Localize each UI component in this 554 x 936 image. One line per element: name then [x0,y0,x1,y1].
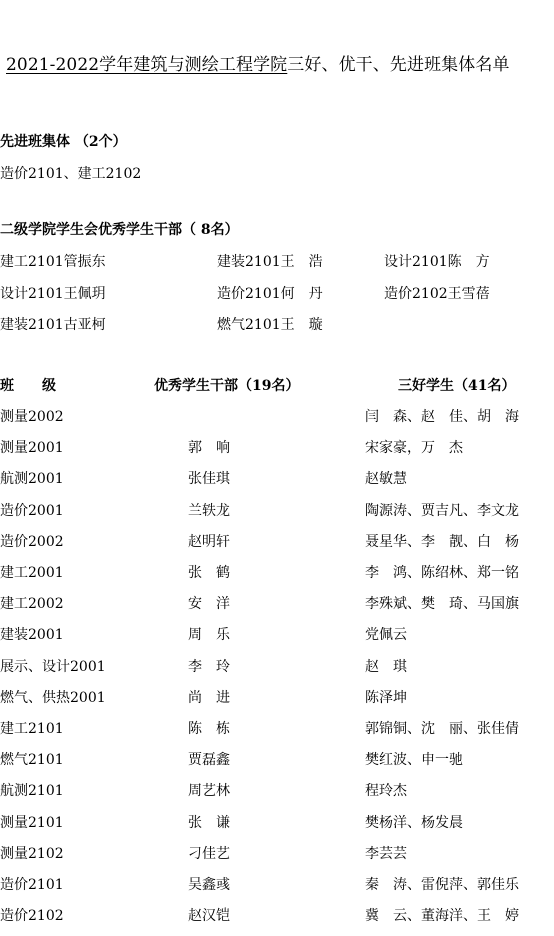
students-cell: 赵 琪 [365,658,407,675]
class-cell: 展示、设计2001 [0,658,106,675]
students-cell: 李芸芸 [365,845,407,862]
table-row [0,812,554,843]
union-cadre: 造价2102王雪蓓 [384,286,490,302]
students-cell: 陶源涛、贾吉凡、李文龙 [365,502,519,519]
students-cell: 程玲杰 [365,783,407,800]
column-header-cadres: 优秀学生干部（19名） [154,378,300,394]
title-rest: 三好、优干、先进班集体名单 [287,55,510,75]
students-cell: 樊杨洋、杨发晨 [365,814,463,831]
class-cell: 燃气、供热2001 [0,689,106,706]
cadre-cell: 张 鹤 [188,565,230,581]
union-cadre: 建装2101古亚柯 [0,317,106,333]
students-cell: 樊红波、申一驰 [365,752,463,769]
class-cell: 测量2001 [0,440,64,457]
table-row [0,624,554,655]
cadre-cell: 张 谦 [188,814,230,831]
table-row [0,656,554,687]
union-cadre: 建工2101管振东 [0,254,106,270]
cadre-cell: 周艺林 [188,783,230,800]
class-cell: 造价2102 [0,908,64,925]
students-cell: 陈泽坤 [365,689,407,706]
class-cell: 建工2101 [0,721,64,737]
students-cell: 冀 云、董海洋、王 婷 [365,908,519,925]
table-row [0,687,554,718]
union-cadre: 造价2101何 丹 [217,286,323,302]
section-heading-advanced-class: 先进班集体 （2个） [0,134,127,150]
table-row [0,874,554,905]
students-cell: 闫 森、赵 佳、胡 海 [365,409,519,425]
cadre-cell: 兰轶龙 [188,502,230,519]
table-row [0,500,554,531]
students-cell: 聂星华、李 靓、白 杨 [365,533,519,550]
class-cell: 测量2101 [0,814,64,831]
cadre-cell: 刁佳艺 [188,845,230,862]
students-cell: 赵敏慧 [365,471,407,488]
class-cell: 建装2001 [0,627,64,644]
advanced-class-list: 造价2101、建工2102 [0,166,142,182]
cadre-cell: 尚 进 [188,689,230,706]
table-row [0,406,554,437]
cadre-cell: 吴鑫彧 [188,877,230,893]
table-row [0,780,554,811]
class-cell: 航测2001 [0,471,64,488]
table-row [0,749,554,780]
cadre-cell: 李 玲 [188,658,230,675]
table-row [0,562,554,593]
section-heading-union-cadres: 二级学院学生会优秀学生干部（ 8名） [0,222,239,238]
page-title [6,50,554,75]
title-underlined-part: 2021-2022学年建筑与测绘工程学院 [6,55,288,75]
table-row [0,531,554,562]
class-cell: 建工2001 [0,565,64,581]
class-cell: 测量2002 [0,409,64,425]
cadre-cell: 赵汉铠 [188,908,230,925]
cadre-cell: 贾磊鑫 [188,752,230,769]
students-cell: 秦 涛、雷倪萍、郭佳乐 [365,877,519,893]
class-cell: 造价2001 [0,502,64,519]
union-cadre: 建装2101王 浩 [217,254,323,270]
union-cadre: 设计2101王佩玥 [0,286,106,302]
class-cell: 造价2101 [0,877,64,893]
cadre-cell: 赵明轩 [188,533,230,550]
table-row [0,437,554,468]
students-cell: 郭锦铜、沈 丽、张佳倩 [365,721,519,737]
cadre-cell: 张佳琪 [188,471,230,488]
students-cell: 宋家豪，万 杰 [365,440,463,457]
table-row [0,718,554,749]
cadre-cell: 安 洋 [188,596,230,613]
cadre-cell: 周 乐 [188,627,230,644]
cadre-cell: 陈 栋 [188,721,230,737]
students-cell: 李殊斌、樊 琦、马国旗 [365,596,519,613]
table-row [0,905,554,936]
table-row [0,593,554,624]
class-cell: 测量2102 [0,845,64,862]
column-header-class: 班 级 [0,378,56,394]
students-cell: 李 鸿、陈绍林、郑一铭 [365,565,519,581]
cadre-cell: 郭 响 [188,440,230,457]
class-cell: 造价2002 [0,533,64,550]
table-row [0,843,554,874]
union-cadre: 燃气2101王 璇 [217,317,323,333]
column-header-students: 三好学生（41名） [398,378,516,394]
class-cell: 建工2002 [0,596,64,613]
class-cell: 燃气2101 [0,752,64,769]
table-row [0,468,554,499]
students-cell: 党佩云 [365,627,407,644]
class-cell: 航测2101 [0,783,64,800]
union-cadre: 设计2101陈 方 [384,254,490,270]
